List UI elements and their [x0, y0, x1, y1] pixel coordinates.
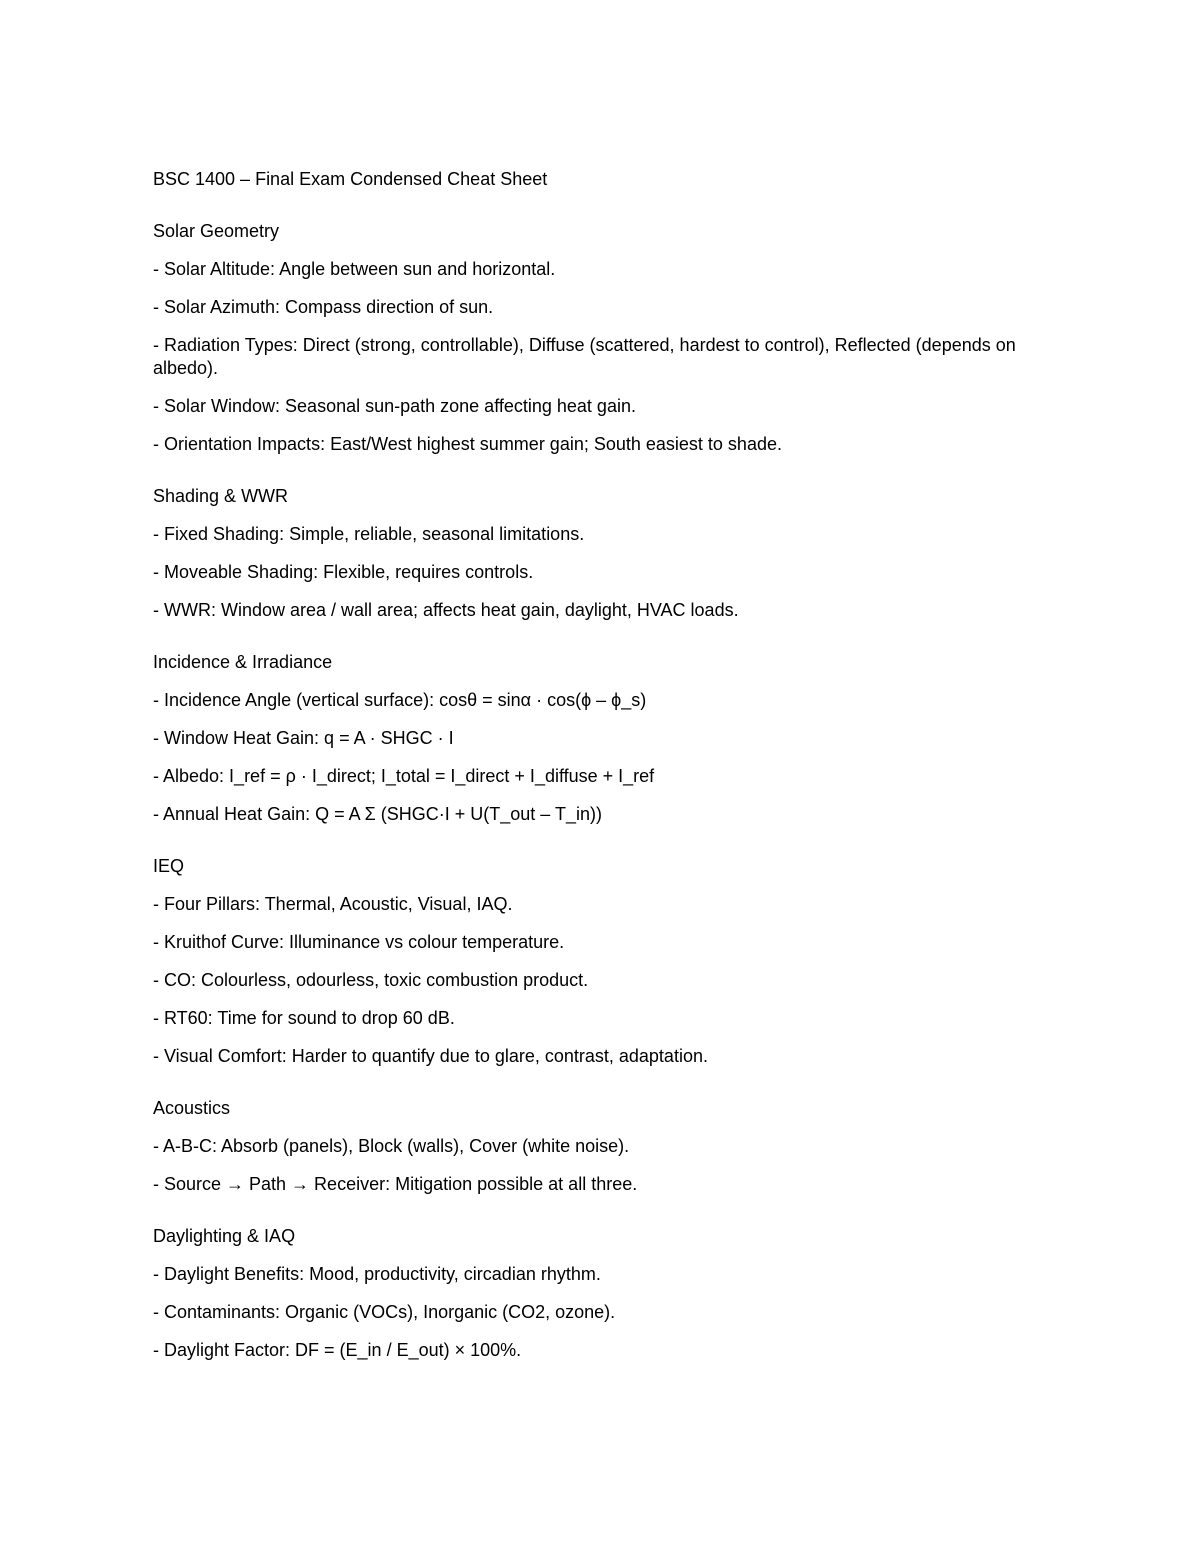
list-item: - Source → Path → Receiver: Mitigation possible at all three. [153, 1174, 638, 1194]
list-item: - RT60: Time for sound to drop 60 dB. [153, 1008, 455, 1028]
section-heading: Solar Geometry [153, 221, 280, 241]
list-item: - Incidence Angle (vertical surface): cosθ = sinα · cos(ϕ – ϕ_s) [153, 690, 647, 710]
section-acoustics [153, 1097, 1053, 1196]
section-heading: Daylighting & IAQ [153, 1226, 296, 1246]
list-item: - Annual Heat Gain: Q = A Σ (SHGC·I + U(T_out – T_in)) [153, 804, 602, 824]
bullet-list [153, 1135, 1053, 1196]
list-item: - Daylight Benefits: Mood, productivity, circadian rhythm. [153, 1264, 601, 1284]
section-solar-geometry [153, 220, 1053, 456]
section-heading: Incidence & Irradiance [153, 652, 333, 672]
list-item: - Contaminants: Organic (VOCs), Inorganic (CO2, ozone). [153, 1302, 616, 1322]
section-heading: Shading & WWR [153, 486, 289, 506]
section-daylighting-iaq [153, 1225, 1053, 1362]
document-content [153, 168, 1053, 1391]
list-item: - Daylight Factor: DF = (E_in / E_out) × 100%. [153, 1340, 522, 1360]
list-item: - Fixed Shading: Simple, reliable, seasonal limitations. [153, 524, 585, 544]
list-item: - CO: Colourless, odourless, toxic combustion product. [153, 970, 589, 990]
list-item: - Albedo: I_ref = ρ · I_direct; I_total = I_direct + I_diffuse + I_ref [153, 766, 655, 786]
list-item: - WWR: Window area / wall area; affects heat gain, daylight, HVAC loads. [153, 600, 739, 620]
list-item: - Kruithof Curve: Illuminance vs colour temperature. [153, 932, 565, 952]
section-incidence-irradiance [153, 651, 1053, 826]
list-item: - Solar Azimuth: Compass direction of sun. [153, 297, 494, 317]
list-item: - Solar Window: Seasonal sun-path zone affecting heat gain. [153, 396, 636, 416]
list-item: - Window Heat Gain: q = A · SHGC · I [153, 728, 454, 748]
list-item: - Four Pillars: Thermal, Acoustic, Visual, IAQ. [153, 894, 513, 914]
list-item: - Orientation Impacts: East/West highest summer gain; South easiest to shade. [153, 434, 782, 454]
bullet-list [153, 523, 1053, 622]
section-heading: Acoustics [153, 1098, 231, 1118]
list-item: - Moveable Shading: Flexible, requires controls. [153, 562, 534, 582]
section-shading-wwr [153, 485, 1053, 622]
list-item: - Radiation Types: Direct (strong, controllable), Diffuse (scattered, hardest to control), Reflected (depends on albedo). [153, 335, 1016, 378]
document-title: BSC 1400 – Final Exam Condensed Cheat Sheet [153, 169, 548, 189]
bullet-list [153, 893, 1053, 1068]
list-item: - A-B-C: Absorb (panels), Block (walls), Cover (white noise). [153, 1136, 630, 1156]
list-item: - Visual Comfort: Harder to quantify due to glare, contrast, adaptation. [153, 1046, 708, 1066]
bullet-list [153, 1263, 1053, 1362]
section-heading: IEQ [153, 856, 185, 876]
bullet-list [153, 258, 1053, 456]
bullet-list [153, 689, 1053, 826]
list-item: - Solar Altitude: Angle between sun and horizontal. [153, 259, 556, 279]
section-ieq [153, 855, 1053, 1068]
